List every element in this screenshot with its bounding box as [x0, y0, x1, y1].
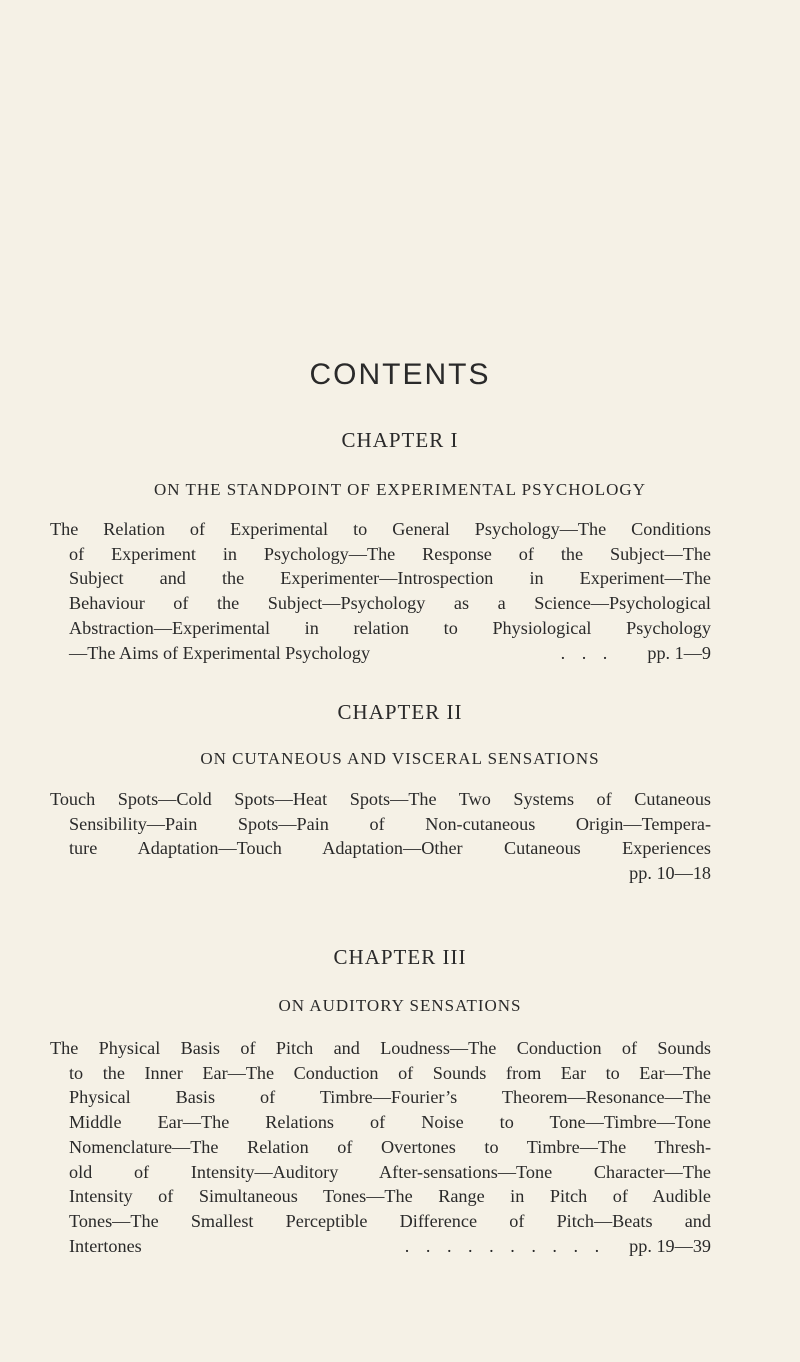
chapter-1-line-5: Abstraction—Experimental in relation to Physiological Psychology [69, 617, 711, 638]
chapter-3-line-2: to the Inner Ear—The Conduction of Sounds from Ear to Ear—The [69, 1062, 711, 1083]
chapter-3-line-1: The Physical Basis of Pitch and Loudness—The Conduction of Sounds [50, 1038, 711, 1058]
chapter-3-last-line [50, 1234, 711, 1259]
chapter-3-subtitle: ON AUDITORY SENSATIONS [278, 996, 522, 1015]
chapter-1-line-1: The Relation of Experimental to General Psychology—The Conditions [50, 519, 711, 539]
chapter-2-heading: CHAPTER II [337, 700, 463, 724]
chapter-3-line-9: Intertones [69, 1235, 142, 1256]
chapter-1-line-2: of Experiment in Psychology—The Response of the Subject—The [69, 543, 711, 564]
chapter-3-line-5: Nomenclature—The Relation of Overtones to Timbre—The Thresh- [69, 1136, 711, 1157]
chapter-3-heading: CHAPTER III [333, 945, 467, 969]
chapter-1-heading: CHAPTER I [341, 428, 459, 452]
chapter-3-summary [50, 1036, 711, 1258]
chapter-1-pages: pp. 1—9 [647, 642, 711, 663]
chapter-2-line-3: ture Adaptation—Touch Adaptation—Other Cutaneous Experiences [69, 838, 711, 859]
chapter-1-summary [50, 517, 711, 665]
chapter-3-pages: pp. 19—39 [629, 1235, 711, 1256]
chapter-1-line-4: Behaviour of the Subject—Psychology as a Science—Psychological [69, 593, 711, 614]
chapter-1-leader-dots: . . . [560, 642, 614, 663]
chapter-1-line-6: —The Aims of Experimental Psychology [69, 642, 371, 663]
chapter-2-subtitle: ON CUTANEOUS AND VISCERAL SENSATIONS [200, 749, 600, 768]
chapter-1-subtitle: ON THE STANDPOINT OF EXPERIMENTAL PSYCHOLOGY [154, 480, 646, 499]
chapter-1-line-3: Subject and the Experimenter—Introspection in Experiment—The [69, 568, 711, 589]
contents-title: CONTENTS [309, 358, 491, 391]
chapter-2-line-2: Sensibility—Pain Spots—Pain of Non-cutaneous Origin—Tempera- [69, 813, 711, 834]
chapter-3-line-4: Middle Ear—The Relations of Noise to Tone—Timbre—Tone [69, 1112, 711, 1133]
chapter-3-leader-dots: . . . . . . . . . . [404, 1235, 606, 1256]
chapter-3-line-8: Tones—The Smallest Perceptible Difference of Pitch—Beats and [69, 1210, 711, 1231]
chapter-3-line-7: Intensity of Simultaneous Tones—The Range in Pitch of Audible [69, 1186, 711, 1207]
chapter-2-line-1: Touch Spots—Cold Spots—Heat Spots—The Two Systems of Cutaneous [50, 789, 711, 809]
chapter-1-last-line [50, 641, 711, 666]
chapter-3-line-6: old of Intensity—Auditory After-sensations—Tone Character—The [69, 1161, 711, 1182]
chapter-2-pages: pp. 10—18 [629, 863, 711, 884]
chapter-3-line-3: Physical Basis of Timbre—Fourier’s Theorem—Resonance—The [69, 1087, 711, 1108]
chapter-2-summary [50, 787, 711, 886]
